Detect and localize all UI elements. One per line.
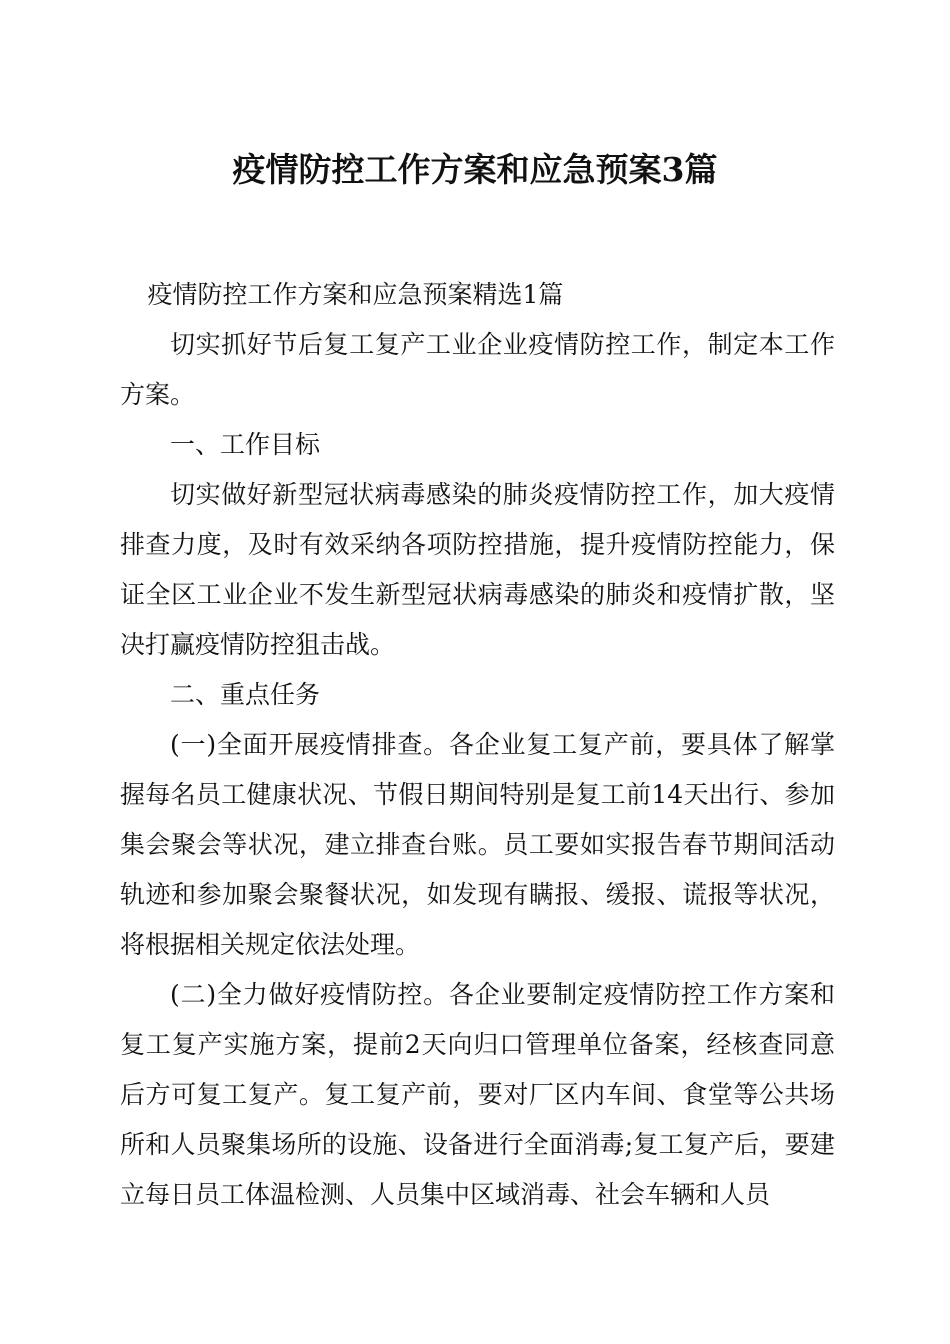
document-title: 疫情防控工作方案和应急预案3篇 [232, 150, 718, 189]
heading-work-goal: 一、工作目标 [170, 430, 321, 459]
heading-key-tasks: 二、重点任务 [170, 680, 321, 709]
section-heading-1: 疫情防控工作方案和应急预案精选1篇 [147, 280, 564, 309]
paragraph-work-goal: 切实做好新型冠状病毒感染的肺炎疫情防控工作，加大疫情排查力度，及时有效采纳各项防控措施，提升疫情防控能力，保证全区工业企业不发生新型冠状病毒感染的肺炎和疫情扩散，坚决打赢疫情防控狙击战。 [120, 480, 835, 659]
paragraph-intro: 切实抓好节后复工复产工业企业疫情防控工作，制定本工作方案。 [120, 330, 835, 409]
paragraph-task-1: (一)全面开展疫情排查。各企业复工复产前，要具体了解掌握每名员工健康状况、节假日期间特别是复工前14天出行、参加集会聚会等状况，建立排查台账。员工要如实报告春节期间活动轨迹和参加聚会聚餐状况，如发现有瞒报、缓报、谎报等状况，将根据相关规定依法处理。 [120, 730, 835, 959]
paragraph-task-2: (二)全力做好疫情防控。各企业要制定疫情防控工作方案和复工复产实施方案，提前2天向归口管理单位备案，经核查同意后方可复工复产。复工复产前，要对厂区内车间、食堂等公共场所和人员聚集场所的设施、设备进行全面消毒;复工复产后，要建立每日员工体温检测、人员集中区域消毒、社会车辆和人员 [120, 980, 835, 1209]
document-body [120, 270, 835, 1220]
